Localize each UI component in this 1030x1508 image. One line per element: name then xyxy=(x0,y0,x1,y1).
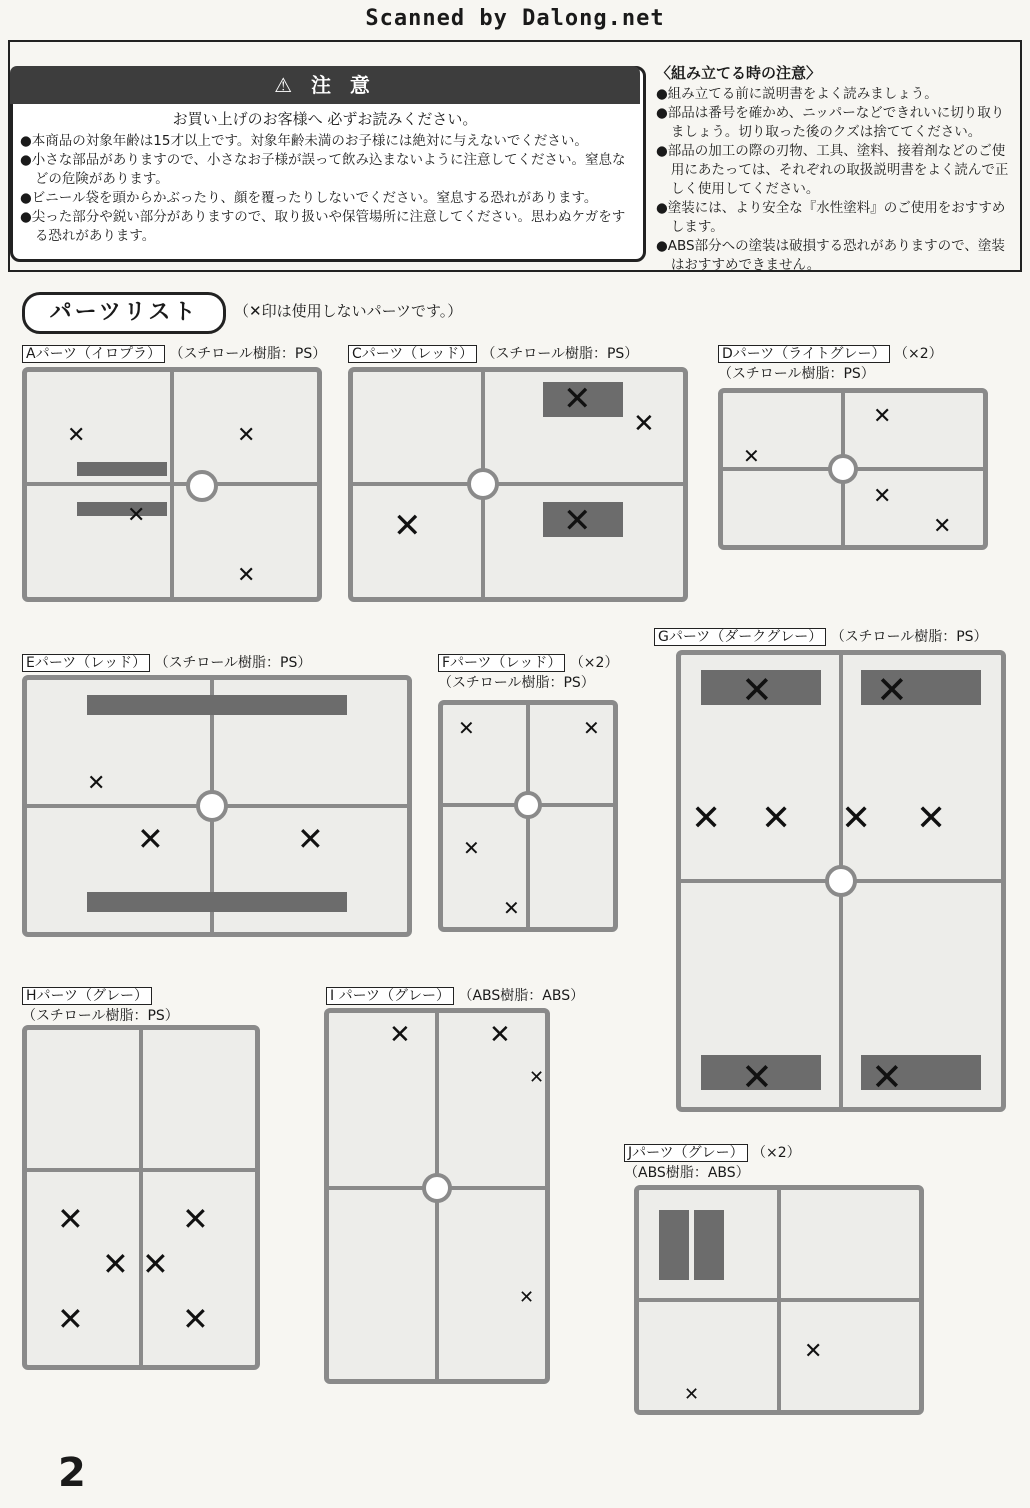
runner-f-art xyxy=(443,705,613,927)
svg-text:✕: ✕ xyxy=(873,404,892,429)
runner-c-diagram xyxy=(348,367,688,602)
runner-h-art xyxy=(27,1030,255,1365)
runner-j-art xyxy=(639,1190,919,1410)
svg-text:✕: ✕ xyxy=(743,444,760,468)
runner-i-label: I パーツ（グレー） （ABS樹脂：ABS） xyxy=(326,985,584,1005)
assembly-title: 〈組み立てる時の注意〉 xyxy=(656,64,822,82)
svg-text:✕: ✕ xyxy=(57,1300,84,1338)
svg-text:✕: ✕ xyxy=(804,1339,823,1364)
scan-credit: Scanned by Dalong.net xyxy=(365,6,665,31)
svg-text:✕: ✕ xyxy=(761,798,792,839)
runner-d-art xyxy=(723,393,983,545)
svg-text:✕: ✕ xyxy=(691,798,722,839)
runner-d-label: Dパーツ（ライトグレー） （×2） （スチロール樹脂：PS） xyxy=(718,346,943,382)
svg-text:✕: ✕ xyxy=(741,1055,773,1099)
runner-e-label: Eパーツ（レッド） （スチロール樹脂：PS） xyxy=(22,652,311,672)
svg-text:✕: ✕ xyxy=(237,423,256,448)
runner-g-diagram xyxy=(676,650,1006,1112)
caution-item: ●本商品の対象年齢は15才以上です。対象年齢未満のお子様には絶対に与えないでください。 xyxy=(20,133,588,149)
runner-f-diagram xyxy=(438,700,618,932)
svg-text:✕: ✕ xyxy=(489,1020,511,1050)
caution-title: ⚠ 注 意 xyxy=(10,66,640,104)
runner-f-label: Fパーツ（レッド） （×2） （スチロール樹脂：PS） xyxy=(438,655,619,691)
svg-text:✕: ✕ xyxy=(633,409,655,439)
svg-text:✕: ✕ xyxy=(519,1287,535,1308)
page-number: 2 xyxy=(58,1450,86,1496)
svg-text:✕: ✕ xyxy=(458,716,475,740)
assembly-item: ●部品の加工の際の刃物、工具、塗料、接着剤などのご使用にあたっては、それぞれの取扱説明書をよく読んで正しく使用してください。 xyxy=(656,143,1009,197)
frame-top-rule xyxy=(8,40,1022,42)
runner-j-diagram xyxy=(634,1185,924,1415)
svg-text:✕: ✕ xyxy=(67,423,86,448)
svg-text:✕: ✕ xyxy=(463,836,480,860)
svg-text:✕: ✕ xyxy=(102,1245,129,1283)
runner-h-diagram xyxy=(22,1025,260,1370)
caution-item: ●小さな部品がありますので、小さなお子様が誤って飲み込まないように注意してください。窒息などの危険があります。 xyxy=(20,152,626,187)
frame-right-rule xyxy=(1020,40,1022,270)
svg-text:✕: ✕ xyxy=(871,1055,903,1099)
svg-text:✕: ✕ xyxy=(127,503,146,528)
assembly-item: ●塗装には、より安全な『水性塗料』のご使用をおすすめします。 xyxy=(656,200,1006,235)
svg-text:✕: ✕ xyxy=(297,820,324,858)
svg-text:✕: ✕ xyxy=(741,668,773,712)
svg-text:✕: ✕ xyxy=(237,563,256,588)
svg-text:✕: ✕ xyxy=(137,820,164,858)
runner-c-art xyxy=(353,372,683,597)
svg-text:✕: ✕ xyxy=(916,798,947,839)
runner-a-art xyxy=(27,372,317,597)
svg-text:✕: ✕ xyxy=(503,896,520,920)
parts-list-note: （✕印は使用しないパーツです。） xyxy=(234,302,463,320)
assembly-item: ●ABS部分への塗装は破損する恐れがありますので、塗装はおすすめできません。 xyxy=(656,238,1005,273)
svg-text:✕: ✕ xyxy=(389,1020,411,1050)
svg-text:✕: ✕ xyxy=(684,1384,700,1405)
runner-d-diagram xyxy=(718,388,988,550)
assembly-item: ●組み立てる前に説明書をよく読みましょう。 xyxy=(656,86,938,102)
caution-lead: お買い上げのお客様へ 必ずお読みください。 xyxy=(172,110,478,128)
runner-a-label: Aパーツ（イロプラ） （スチロール樹脂：PS） xyxy=(22,343,326,363)
runner-a-diagram xyxy=(22,367,322,602)
runner-g-label: Gパーツ（ダークグレー） （スチロール樹脂：PS） xyxy=(654,626,988,646)
assembly-notes xyxy=(656,64,1016,275)
parts-list-title: パーツリスト xyxy=(22,292,226,334)
runner-c-label: Cパーツ（レッド） （スチロール樹脂：PS） xyxy=(348,343,638,363)
caution-item: ●尖った部分や鋭い部分がありますので、取り扱いや保管場所に注意してください。思わぬケガをする恐れがあります。 xyxy=(20,209,626,244)
runner-e-diagram xyxy=(22,675,412,937)
runner-i-diagram xyxy=(324,1008,550,1384)
assembly-item: ●部品は番号を確かめ、ニッパーなどできれいに切り取りましょう。切り取った後のクズは捨ててください。 xyxy=(656,105,1005,140)
svg-text:✕: ✕ xyxy=(182,1300,209,1338)
caution-list xyxy=(20,132,635,246)
svg-text:✕: ✕ xyxy=(876,668,908,712)
runner-g-art xyxy=(681,655,1001,1107)
svg-text:✕: ✕ xyxy=(841,798,872,839)
svg-text:✕: ✕ xyxy=(142,1245,169,1283)
svg-text:✕: ✕ xyxy=(933,514,952,539)
svg-text:✕: ✕ xyxy=(57,1200,84,1238)
runner-j-label: Jパーツ（グレー） （×2） （ABS樹脂：ABS） xyxy=(624,1145,801,1181)
runner-e-art xyxy=(27,680,407,932)
svg-text:✕: ✕ xyxy=(583,716,600,740)
svg-text:✕: ✕ xyxy=(529,1067,545,1088)
svg-text:✕: ✕ xyxy=(563,501,592,541)
svg-text:✕: ✕ xyxy=(182,1200,209,1238)
svg-text:✕: ✕ xyxy=(393,506,422,546)
caution-item: ●ビニール袋を頭からかぶったり、顔を覆ったりしないでください。窒息する恐れがあります。 xyxy=(20,190,598,206)
svg-text:✕: ✕ xyxy=(873,484,892,509)
runner-h-label: Hパーツ（グレー） （スチロール樹脂：PS） xyxy=(22,988,179,1024)
svg-text:✕: ✕ xyxy=(87,771,106,796)
svg-text:✕: ✕ xyxy=(563,379,592,419)
runner-i-art xyxy=(329,1013,545,1379)
